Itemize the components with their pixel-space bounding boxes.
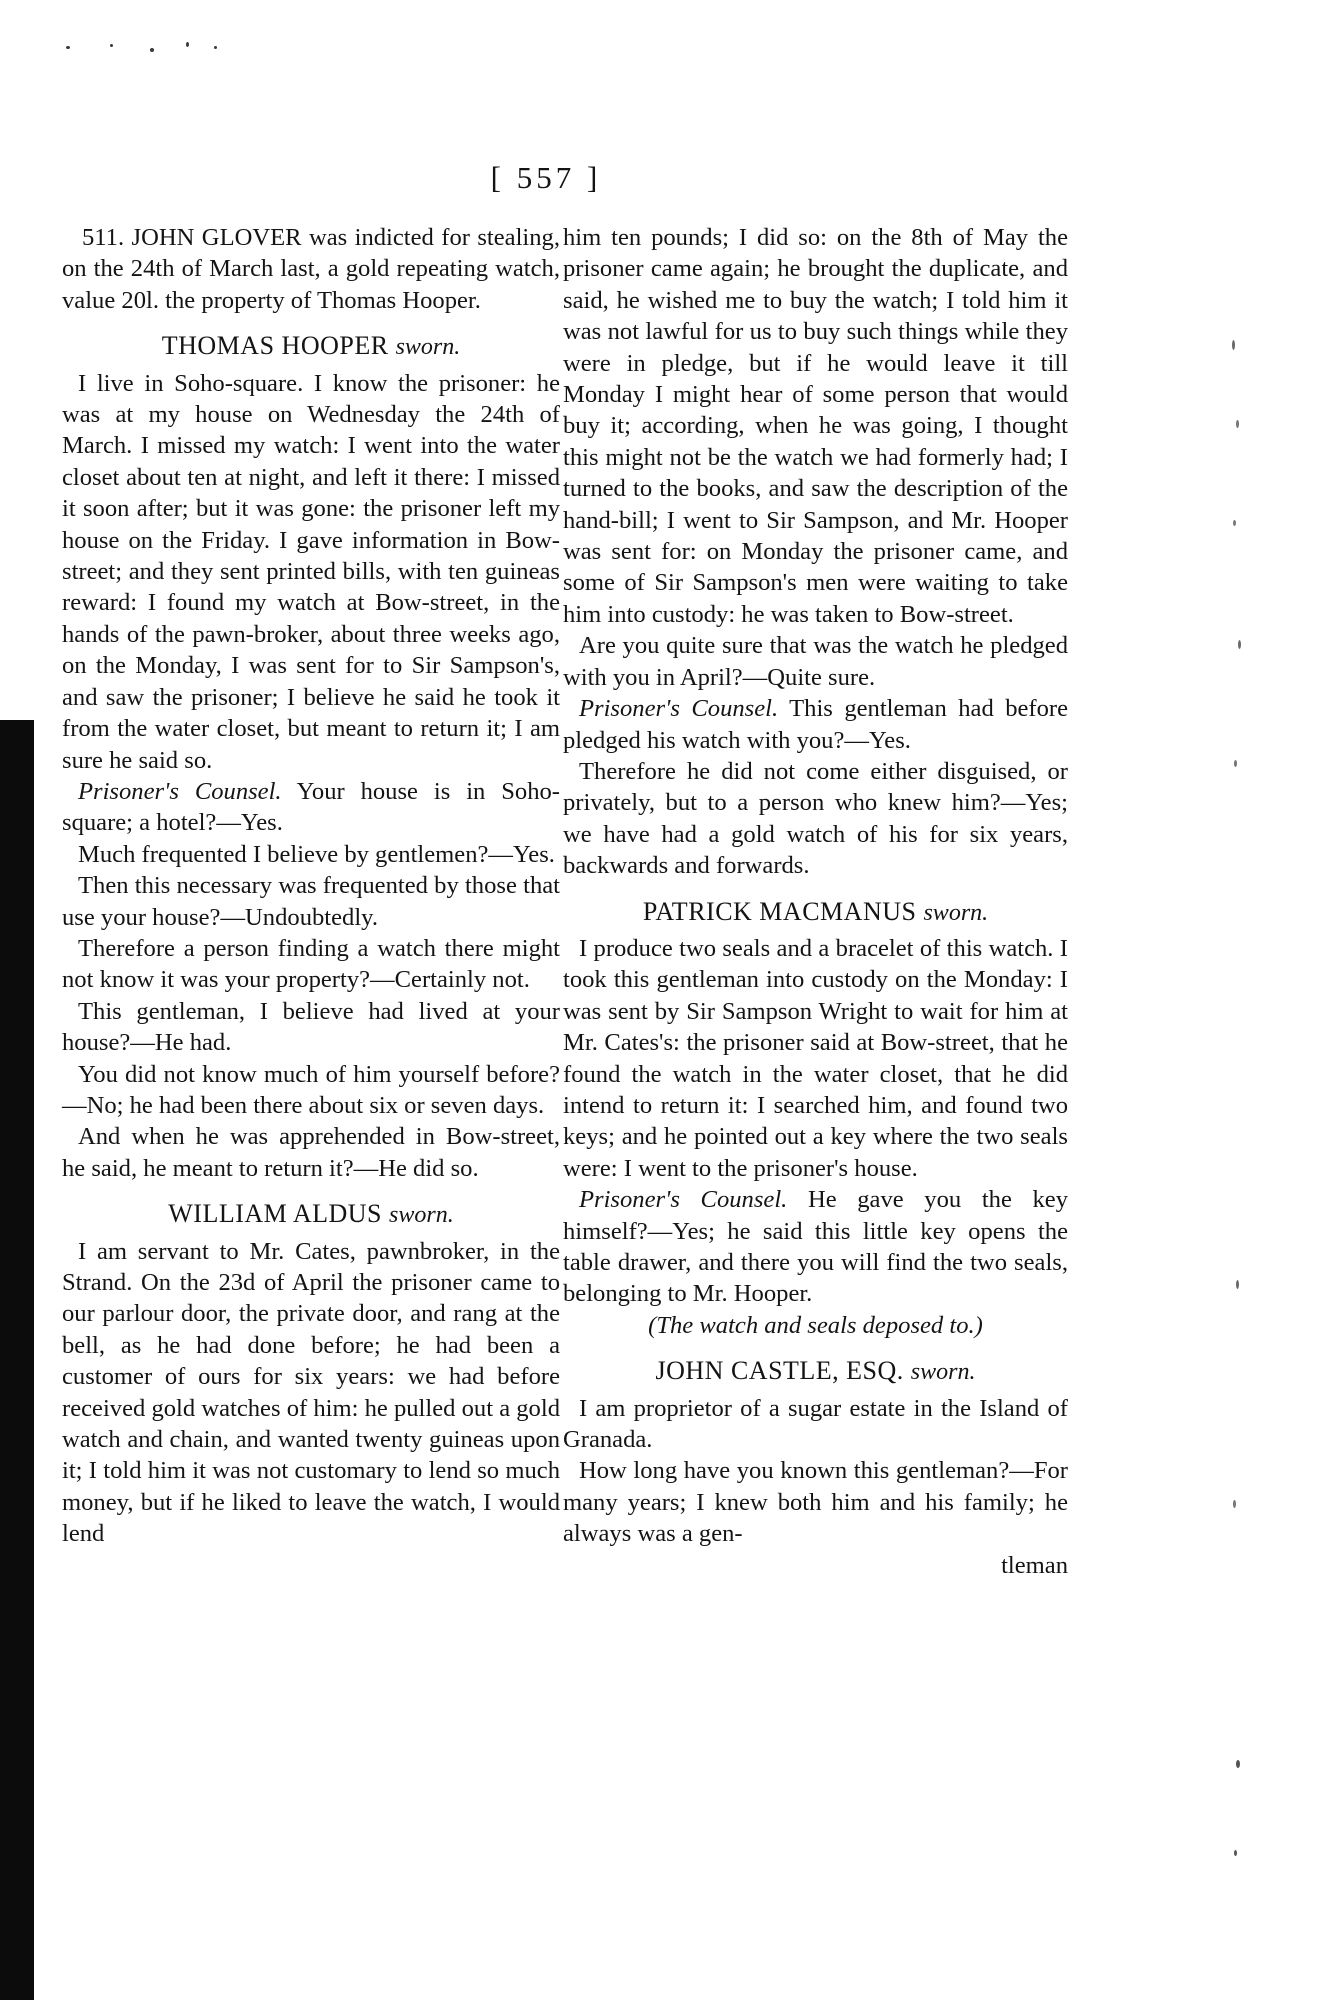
catchword: tleman	[1001, 1551, 1068, 1579]
question-answer: Therefore he did not come either disguised, or privately, but to a person who knew him?—Yes; we have had a gold watch of his for six years, backwards and forwards.	[563, 757, 1068, 880]
indictment: 511. JOHN GLOVER was indicted for stealing, on the 24th of March last, a gold repeating watch, value 20l. the property of Thomas Hooper.	[62, 224, 560, 314]
bleed-mark	[1233, 520, 1236, 526]
counsel-label: Prisoner's Counsel.	[78, 777, 282, 805]
scan-speck	[150, 48, 154, 52]
bleed-mark	[1236, 1280, 1239, 1289]
question-answer: This gentleman, I believe had lived at your house?—He had.	[62, 997, 560, 1057]
bleed-mark	[1236, 420, 1239, 428]
scan-speck	[214, 46, 217, 49]
sworn-label: sworn.	[395, 334, 461, 361]
bleed-mark	[1236, 1760, 1240, 1768]
sworn-label: sworn.	[910, 1359, 976, 1386]
question-answer: And when he was apprehended in Bow-street, he said, he meant to return it?—He did so.	[62, 1123, 560, 1182]
counsel-label: Prisoner's Counsel.	[579, 695, 779, 723]
bleed-mark	[1232, 340, 1235, 350]
testimony: I live in Soho-square. I know the prisoner: he was at my house on Wednesday the 24th of March. I missed my watch: I went into the water closet about ten at night, and left it there: I missed it soon after; but it was gone: the prisoner left my house on the Friday. I gave information in Bow-street; and they sent printed bills, with ten guineas reward: I found my watch at Bow-street, in the hands of the pawn-broker, about three weeks ago, on the Monday, I was sent for to Sir Sampson's, and saw the prisoner; I believe he said he took it from the water closet, but meant to return it; I am sure he said so.	[62, 369, 560, 774]
testimony: I am proprietor of a sugar estate in the Island of Granada.	[563, 1394, 1068, 1454]
bleed-mark	[1234, 760, 1237, 767]
question-answer: You did not know much of him yourself before?—No; he had been there about six or seven days.	[62, 1060, 560, 1119]
testimony: I produce two seals and a bracelet of this watch. I took this gentleman into custody on the Monday: I was sent by Sir Sampson Wright to wait for him at Mr. Cates's: the prisoner said at Bow-street, that he found the watch in the water closet, that he did intend to return it: I searched him, and found two keys; and he pointed out a key where the two seals were: I went to the prisoner's house.	[563, 934, 1068, 1182]
sworn-label: sworn.	[923, 899, 989, 926]
counsel-text: Your house is in Soho-square; a hotel?—Yes.	[62, 777, 560, 837]
scan-speck	[66, 46, 70, 49]
testimony: I am servant to Mr. Cates, pawnbroker, in the Strand. On the 23d of April the prisoner came to our parlour door, the private door, and rang at the bell, as he had done before; he had been a customer of ours for six years: we had before received gold watches of him: he pulled out a gold watch and chain, and wanted twenty guineas upon it; I told him it was not customary to lend so much money, but if he liked to leave the watch, I would lend	[62, 1237, 560, 1548]
scan-edge-shadow	[0, 720, 34, 2000]
counsel-question	[563, 693, 1068, 756]
witness-heading	[563, 1355, 1068, 1388]
sworn-label: sworn.	[389, 1202, 454, 1229]
question-answer: Then this necessary was frequented by those that use your house?—Undoubtedly.	[62, 872, 560, 931]
scan-speck	[110, 44, 113, 47]
question-answer: Much frequented I believe by gentlemen?—Yes.	[78, 840, 555, 868]
question-answer: How long have you known this gentleman?—For many years; I knew both him and his family; he always was a gen-	[563, 1457, 1068, 1548]
scan-speck	[186, 42, 189, 47]
witness-heading	[62, 1198, 560, 1231]
witness-name: WILLIAM ALDUS	[168, 1199, 383, 1229]
page-number: [ 557 ]	[490, 160, 602, 195]
counsel-text: This gentleman had before pledged his watch with you?—Yes.	[563, 695, 1068, 754]
witness-heading	[62, 330, 560, 363]
court-note: (The watch and seals deposed to.)	[648, 1311, 983, 1339]
left-column	[62, 222, 560, 1550]
witness-name: JOHN CASTLE, ESQ.	[655, 1356, 904, 1386]
witness-heading	[563, 896, 1068, 929]
witness-name: THOMAS HOOPER	[161, 331, 389, 361]
counsel-label: Prisoner's Counsel.	[579, 1186, 788, 1214]
witness-name: PATRICK MACMANUS	[642, 896, 917, 926]
right-column	[563, 222, 1068, 1581]
testimony-continued: him ten pounds; I did so: on the 8th of May the prisoner came again; he brought the duplicate, and said, he wished me to buy the watch; I told him it was not lawful for us to buy such things while they were in pledge, but if he would leave it till Monday I might hear of some person that would buy it; according, when he was going, I thought this might not be the watch we had formerly had; I turned to the books, and saw the description of the hand-bill; I went to Sir Sampson, and Mr. Hooper was sent for: on Monday the prisoner came, and some of Sir Sampson's men were waiting to take him into custody: he was taken to Bow-street.	[563, 224, 1068, 628]
bleed-mark	[1233, 1500, 1236, 1508]
bleed-mark	[1238, 640, 1241, 649]
counsel-question	[563, 1184, 1068, 1310]
question-answer: Are you quite sure that was the watch he pledged with you in April?—Quite sure.	[563, 632, 1068, 691]
bleed-mark	[1234, 1850, 1237, 1856]
counsel-text: He gave you the key himself?—Yes; he said this little key opens the table drawer, and there you will find the two seals, belonging to Mr. Hooper.	[563, 1186, 1068, 1308]
question-answer: Therefore a person finding a watch there might not know it was your property?—Certainly not.	[62, 934, 560, 994]
counsel-question	[62, 776, 560, 839]
